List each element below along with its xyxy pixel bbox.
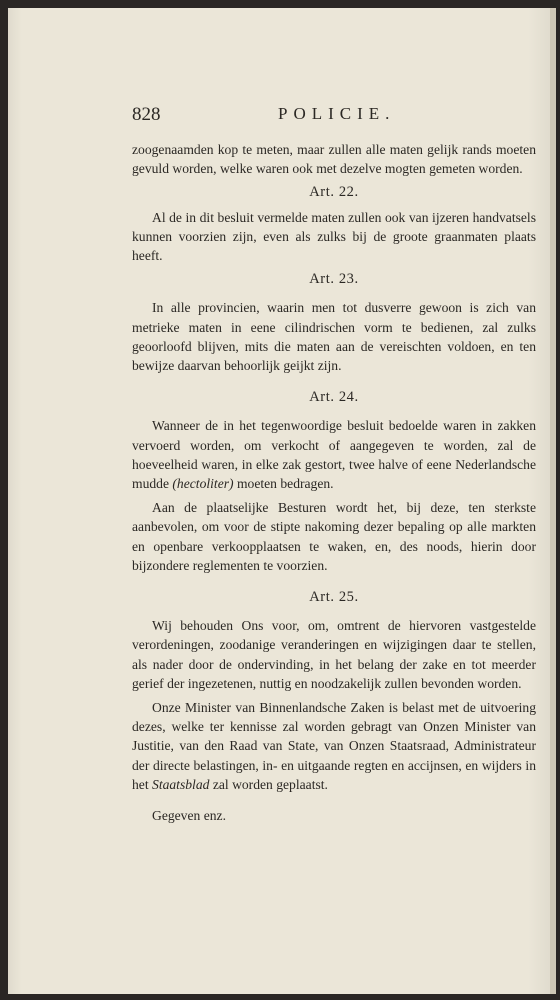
page-number: 828 xyxy=(132,104,161,125)
paragraph-article-24-text: Wanneer de in het tegenwoordige besluit bedoelde waren in zakken vervoerd worden, om verkocht of aangegeven te worden, zal de hoeveelheid waren, in elke zak gestort, twee halve of eene Nederlandsche mudde xyxy=(132,418,536,492)
paragraph-article-25: Wij behouden Ons voor, om, omtrent de hiervoren vastgestelde verordeningen, zoodanige veranderingen en wijzigingen daar te stellen, als nader door de ondervinding, in het belang der zake en tot meerder gerief der ingezetenen, nuttig en noodzakelijk zullen bevonden worden. xyxy=(132,618,536,691)
hectoliter-term: (hectoliter) xyxy=(172,476,234,492)
page-edge xyxy=(550,8,556,994)
paragraph-minister-text: Onze Minister van Binnenlandsche Zaken is belast met de uitvoering dezes, welke ter kennisse zal worden gebragt van Onzen Minister van Justitie, van den Raad van State, van Onzen Staatsraad, Administrateur der directe belastingen, in- en uitgaande regten en accijnsen, en wijders in het xyxy=(132,700,536,792)
closing-line: Gegeven enz. xyxy=(152,808,226,824)
article-heading-23: Art. 23. xyxy=(309,271,359,288)
article-heading-25: Art. 25. xyxy=(309,589,359,606)
paragraph-minister xyxy=(132,698,536,794)
paragraph-article-24 xyxy=(132,416,536,493)
paragraph-article-22: Al de in dit besluit vermelde maten zullen ook van ijzeren handvatsels kunnen voorzien zijn, even als zulks bij de groote graanmaten plaats heeft. xyxy=(132,209,536,264)
paragraph-local-authorities: Aan de plaatselijke Besturen wordt het, bij deze, ten sterkste aanbevolen, om voor de stipte nakoming dezer bepaling op alle markten en openbare verkoopplaatsen te waken, en, des noods, hierin door bijzondere reglementen te voorzien. xyxy=(132,500,536,573)
paragraph-minister-end: zal worden geplaatst. xyxy=(209,776,328,792)
paragraph-article-23: In alle provincien, waarin men tot dusverre gewoon is zich van metrieke maten in eene cilindrischen vorm te bedienen, zal zulks geoorloofd blijven, mits die maten aan de vereischten voldoen, en ten bewijze daarvan behoorlijk geijkt zijn. xyxy=(132,300,536,374)
paragraph-continuation: zoogenaamden kop te meten, maar zullen alle maten gelijk rands moeten gevuld worden, welke waren ook met dezelve mogten gemeten worden. xyxy=(132,142,536,177)
book-page xyxy=(8,8,556,994)
paragraph-article-24-end: moeten bedragen. xyxy=(233,476,334,492)
page-header xyxy=(132,104,532,130)
article-heading-24: Art. 24. xyxy=(309,389,359,406)
page-body xyxy=(132,140,536,825)
staatsblad-term: Staatsblad xyxy=(152,776,210,792)
article-heading-22: Art. 22. xyxy=(309,184,359,201)
running-title: POLICIE. xyxy=(278,104,396,123)
